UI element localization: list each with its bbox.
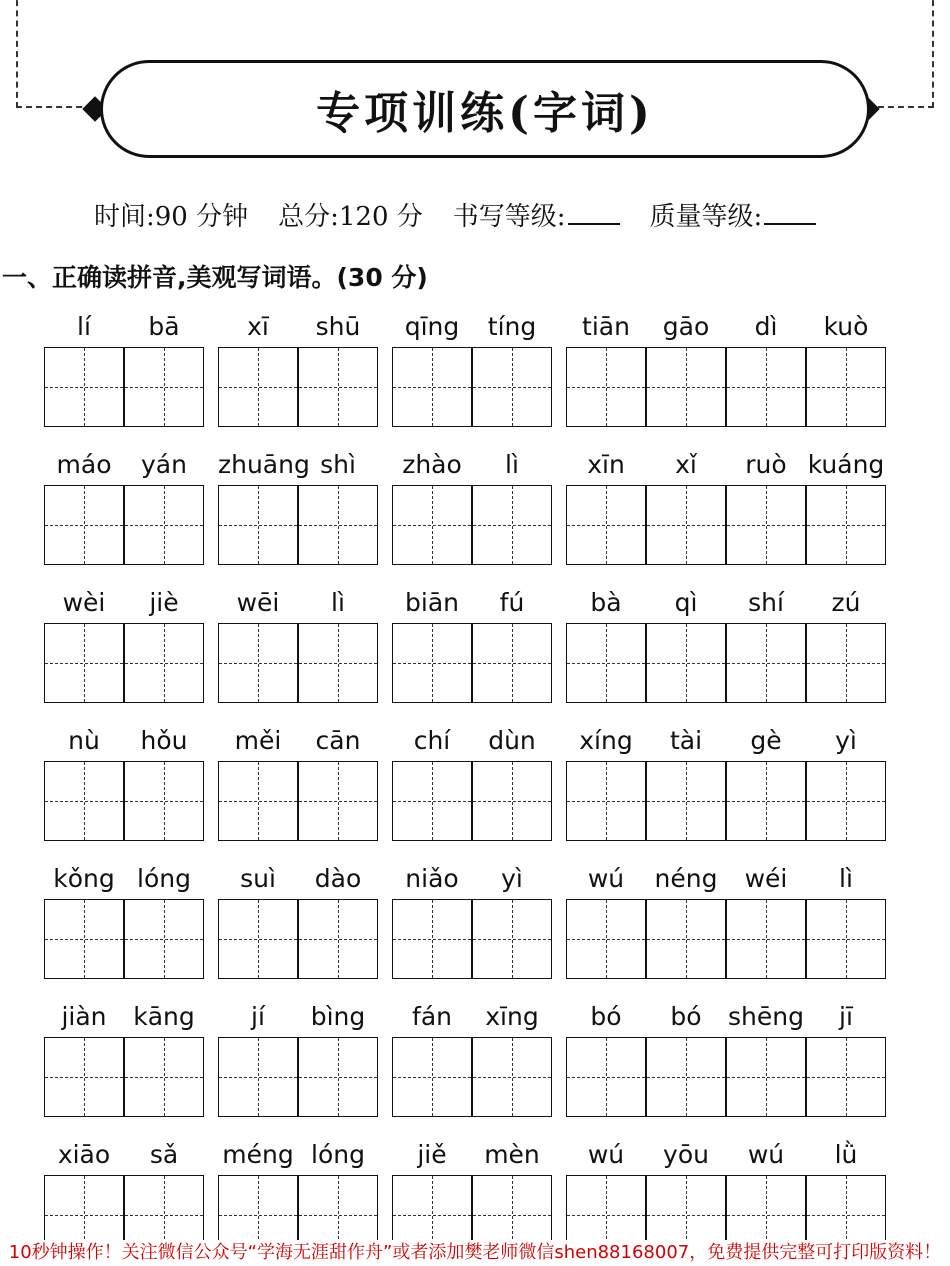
pinyin-label: zú: [831, 588, 861, 617]
writing-box[interactable]: [726, 1037, 806, 1117]
writing-box[interactable]: [806, 761, 886, 841]
guide-line-horizontal: [393, 525, 471, 526]
pinyin-label: qì: [674, 588, 698, 617]
pinyin-label: jī: [839, 1002, 853, 1031]
guide-line-horizontal: [647, 663, 725, 664]
guide-line-horizontal: [473, 387, 551, 388]
guide-line-horizontal: [807, 663, 885, 664]
pinyin-label: xīn: [587, 450, 625, 479]
guide-line-horizontal: [393, 1215, 471, 1216]
guide-line-horizontal: [807, 939, 885, 940]
guide-line-horizontal: [473, 1077, 551, 1078]
writing-grade-blank[interactable]: [568, 201, 620, 225]
guide-line-horizontal: [219, 525, 297, 526]
writing-grade-label: 书写等级:: [452, 202, 566, 232]
writing-box[interactable]: [726, 899, 806, 979]
pinyin-label: bó: [590, 1002, 622, 1031]
pinyin-label: zhuāng: [218, 450, 310, 479]
writing-box[interactable]: [806, 623, 886, 703]
guide-line-horizontal: [125, 387, 203, 388]
guide-line-horizontal: [647, 387, 725, 388]
writing-box[interactable]: [44, 347, 124, 427]
writing-box[interactable]: [124, 1037, 204, 1117]
exam-info-line: [94, 196, 846, 233]
writing-box[interactable]: [472, 623, 552, 703]
writing-box[interactable]: [646, 761, 726, 841]
writing-box[interactable]: [124, 347, 204, 427]
pinyin-label: qīng: [404, 312, 460, 341]
total-score-info: 总分:120 分: [278, 202, 423, 232]
time-info: 时间:90 分钟: [94, 202, 249, 232]
guide-line-horizontal: [299, 801, 377, 802]
pinyin-label: kāng: [133, 1002, 195, 1031]
pinyin-label: lǜ: [834, 1140, 858, 1169]
pinyin-label: biān: [405, 588, 459, 617]
guide-line-horizontal: [393, 1077, 471, 1078]
guide-line-horizontal: [567, 663, 645, 664]
pinyin-label: lì: [839, 864, 853, 893]
guide-line-horizontal: [807, 387, 885, 388]
pinyin-label: yì: [501, 864, 523, 893]
page-title: 专项训练(字词): [316, 88, 654, 139]
section-1-heading: 一、正确读拼音,美观写词语。(30 分): [2, 263, 428, 292]
guide-line-horizontal: [125, 1077, 203, 1078]
writing-box[interactable]: [124, 485, 204, 565]
pinyin-label: yán: [141, 450, 187, 479]
pinyin-label: néng: [654, 864, 718, 893]
guide-line-horizontal: [473, 663, 551, 664]
writing-box[interactable]: [298, 347, 378, 427]
writing-box[interactable]: [218, 485, 298, 565]
pinyin-label: lì: [331, 588, 345, 617]
writing-box[interactable]: [392, 623, 472, 703]
pinyin-label: hǒu: [140, 726, 188, 755]
writing-box[interactable]: [218, 623, 298, 703]
writing-box[interactable]: [806, 899, 886, 979]
writing-box[interactable]: [218, 1037, 298, 1117]
pinyin-label: niǎo: [405, 864, 459, 893]
guide-line-horizontal: [647, 1077, 725, 1078]
guide-line-horizontal: [473, 1215, 551, 1216]
pinyin-label: fán: [412, 1002, 452, 1031]
writing-box[interactable]: [472, 347, 552, 427]
title-banner: [100, 60, 870, 158]
guide-line-horizontal: [567, 387, 645, 388]
writing-box[interactable]: [566, 1037, 646, 1117]
pinyin-label: wú: [587, 1140, 625, 1169]
guide-line-horizontal: [727, 801, 805, 802]
writing-box[interactable]: [726, 623, 806, 703]
pinyin-label: xīng: [485, 1002, 539, 1031]
guide-line-horizontal: [567, 1077, 645, 1078]
guide-line-horizontal: [299, 525, 377, 526]
writing-box[interactable]: [124, 623, 204, 703]
guide-line-horizontal: [727, 939, 805, 940]
pinyin-label: sǎ: [149, 1140, 179, 1169]
writing-box[interactable]: [472, 1037, 552, 1117]
guide-line-horizontal: [45, 663, 123, 664]
pinyin-label: lì: [505, 450, 519, 479]
pinyin-label: bà: [590, 588, 622, 617]
writing-box[interactable]: [646, 1037, 726, 1117]
writing-box[interactable]: [472, 899, 552, 979]
pinyin-label: xiāo: [57, 1140, 111, 1169]
guide-line-horizontal: [45, 1215, 123, 1216]
writing-box[interactable]: [298, 761, 378, 841]
writing-box[interactable]: [392, 347, 472, 427]
writing-box[interactable]: [218, 347, 298, 427]
pinyin-label: tài: [669, 726, 703, 755]
writing-box[interactable]: [646, 623, 726, 703]
guide-line-horizontal: [567, 525, 645, 526]
guide-line-horizontal: [299, 663, 377, 664]
writing-box[interactable]: [218, 761, 298, 841]
guide-line-horizontal: [567, 1215, 645, 1216]
writing-box[interactable]: [566, 347, 646, 427]
guide-line-horizontal: [219, 801, 297, 802]
pinyin-label: jiě: [417, 1140, 447, 1169]
pinyin-label: gāo: [662, 312, 710, 341]
pinyin-label: yì: [835, 726, 857, 755]
pinyin-label: lóng: [311, 1140, 365, 1169]
writing-box[interactable]: [646, 899, 726, 979]
writing-box[interactable]: [566, 761, 646, 841]
guide-line-horizontal: [473, 939, 551, 940]
quality-grade-blank[interactable]: [764, 201, 816, 225]
pinyin-label: dùn: [488, 726, 536, 755]
pinyin-label: cān: [315, 726, 361, 755]
pinyin-label: měi: [234, 726, 282, 755]
guide-line-horizontal: [219, 939, 297, 940]
pinyin-label: xī: [247, 312, 269, 341]
guide-line-horizontal: [807, 1077, 885, 1078]
guide-line-horizontal: [125, 663, 203, 664]
guide-line-horizontal: [647, 1215, 725, 1216]
writing-box[interactable]: [392, 1037, 472, 1117]
pinyin-label: jiàn: [61, 1002, 107, 1031]
writing-box[interactable]: [44, 899, 124, 979]
guide-line-horizontal: [125, 801, 203, 802]
writing-box[interactable]: [472, 485, 552, 565]
pinyin-label: wéi: [744, 864, 788, 893]
writing-box[interactable]: [806, 347, 886, 427]
pinyin-label: xǐ: [675, 450, 697, 479]
guide-line-horizontal: [393, 939, 471, 940]
writing-box[interactable]: [124, 899, 204, 979]
writing-box[interactable]: [298, 485, 378, 565]
writing-box[interactable]: [726, 485, 806, 565]
guide-line-horizontal: [727, 1077, 805, 1078]
pinyin-label: tíng: [487, 312, 537, 341]
writing-box[interactable]: [472, 761, 552, 841]
pinyin-label: xíng: [579, 726, 633, 755]
pinyin-label: wèi: [62, 588, 106, 617]
writing-box[interactable]: [806, 485, 886, 565]
guide-line-horizontal: [299, 1077, 377, 1078]
writing-box[interactable]: [44, 1037, 124, 1117]
guide-line-horizontal: [727, 1215, 805, 1216]
pinyin-label: dì: [754, 312, 778, 341]
writing-box[interactable]: [566, 485, 646, 565]
writing-box[interactable]: [298, 899, 378, 979]
guide-line-horizontal: [807, 1215, 885, 1216]
guide-line-horizontal: [393, 663, 471, 664]
guide-line-horizontal: [45, 801, 123, 802]
writing-box[interactable]: [44, 485, 124, 565]
pinyin-label: wú: [747, 1140, 785, 1169]
guide-line-horizontal: [45, 525, 123, 526]
guide-line-horizontal: [567, 939, 645, 940]
writing-box[interactable]: [726, 761, 806, 841]
writing-box[interactable]: [44, 623, 124, 703]
guide-line-horizontal: [647, 939, 725, 940]
writing-box[interactable]: [298, 623, 378, 703]
pinyin-label: jí: [251, 1002, 265, 1031]
guide-line-horizontal: [299, 1215, 377, 1216]
guide-line-horizontal: [727, 525, 805, 526]
pinyin-label: máo: [56, 450, 112, 479]
writing-box[interactable]: [124, 761, 204, 841]
guide-line-horizontal: [567, 801, 645, 802]
writing-grade-field[interactable]: [453, 196, 620, 233]
writing-box[interactable]: [646, 347, 726, 427]
pinyin-label: zhào: [402, 450, 462, 479]
pinyin-label: lóng: [137, 864, 191, 893]
pinyin-label: mèn: [484, 1140, 540, 1169]
pinyin-label: bìng: [310, 1002, 366, 1031]
pinyin-label: bā: [148, 312, 180, 341]
pinyin-label: tiān: [582, 312, 630, 341]
writing-box[interactable]: [298, 1037, 378, 1117]
pinyin-label: nù: [68, 726, 100, 755]
pinyin-label: suì: [240, 864, 276, 893]
guide-line-horizontal: [125, 939, 203, 940]
guide-line-horizontal: [219, 1215, 297, 1216]
guide-line-horizontal: [299, 939, 377, 940]
guide-line-horizontal: [727, 663, 805, 664]
quality-grade-label: 质量等级:: [649, 202, 763, 232]
pinyin-label: wú: [587, 864, 625, 893]
guide-line-horizontal: [299, 387, 377, 388]
pinyin-label: shì: [320, 450, 356, 479]
guide-line-horizontal: [727, 387, 805, 388]
guide-line-horizontal: [125, 1215, 203, 1216]
pinyin-label: lí: [77, 312, 91, 341]
pinyin-label: kǒng: [53, 864, 115, 893]
guide-line-horizontal: [45, 1077, 123, 1078]
writing-box[interactable]: [44, 761, 124, 841]
guide-line-horizontal: [473, 525, 551, 526]
pinyin-label: fú: [499, 588, 525, 617]
guide-line-horizontal: [647, 801, 725, 802]
writing-box[interactable]: [646, 485, 726, 565]
pinyin-label: kuò: [823, 312, 869, 341]
writing-box[interactable]: [392, 899, 472, 979]
guide-line-horizontal: [807, 801, 885, 802]
pinyin-label: yōu: [663, 1140, 709, 1169]
pinyin-label: ruò: [745, 450, 787, 479]
writing-box[interactable]: [806, 1037, 886, 1117]
writing-box[interactable]: [566, 623, 646, 703]
writing-box[interactable]: [566, 899, 646, 979]
guide-line-horizontal: [647, 525, 725, 526]
writing-box[interactable]: [392, 761, 472, 841]
guide-line-horizontal: [393, 387, 471, 388]
pinyin-label: wēi: [236, 588, 280, 617]
pinyin-label: méng: [222, 1140, 294, 1169]
guide-line-horizontal: [393, 801, 471, 802]
writing-box[interactable]: [726, 347, 806, 427]
quality-grade-field[interactable]: [650, 196, 817, 233]
guide-line-horizontal: [45, 387, 123, 388]
pinyin-label: shū: [315, 312, 361, 341]
pinyin-label: jiè: [149, 588, 179, 617]
guide-line-horizontal: [473, 801, 551, 802]
writing-box[interactable]: [218, 899, 298, 979]
guide-line-horizontal: [219, 1077, 297, 1078]
guide-line-horizontal: [125, 525, 203, 526]
guide-line-horizontal: [45, 939, 123, 940]
pinyin-label: gè: [750, 726, 782, 755]
guide-line-horizontal: [219, 663, 297, 664]
footer-notice: 10秒钟操作！关注微信公众号“学海无涯甜作舟”或者添加樊老师微信shen88168007，免费提供完整可打印版资料！: [0, 1240, 950, 1266]
pinyin-label: dào: [314, 864, 362, 893]
pinyin-label: chí: [413, 726, 451, 755]
pinyin-label: shí: [748, 588, 784, 617]
guide-line-horizontal: [219, 387, 297, 388]
pinyin-label: shēng: [728, 1002, 804, 1031]
pinyin-label: bó: [670, 1002, 702, 1031]
guide-line-horizontal: [807, 525, 885, 526]
pinyin-label: kuáng: [807, 450, 885, 479]
writing-box[interactable]: [392, 485, 472, 565]
